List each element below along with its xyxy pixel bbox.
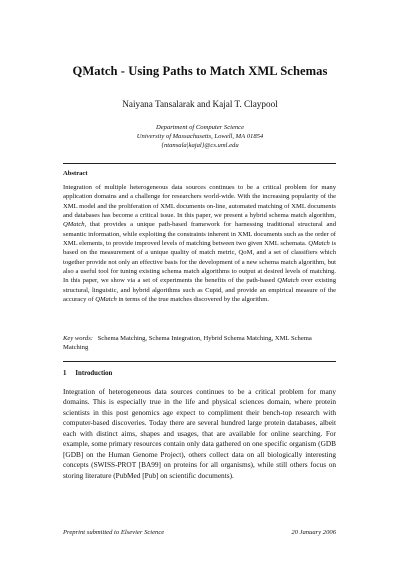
keywords-label: Key words: (63, 335, 93, 342)
qmatch-term: QMatch (277, 277, 299, 285)
section-number: 1 (63, 370, 67, 377)
abstract-text: Integration of multiple heterogeneous data sources continues to be a critical problem for many application domains and a challenge for researchers world-wide. With the increasing popularity of the XML model and the proliferation of XML documents on-line, automated matching of XML documents and databases has become a critical issue. In this paper, we present a hybrid schema match algorithm, (63, 184, 336, 220)
affiliation-university: University of Massachusetts, Lowell, MA 01854 (136, 133, 264, 141)
abstract-text: in terms of the true matches discovered by the algorithm. (116, 296, 269, 304)
abstract-heading: Abstract (63, 170, 88, 177)
abstract-bottom-rule (63, 361, 336, 362)
paper-authors: Naiyana Tansalarak and Kajal T. Claypool (122, 99, 278, 109)
section-title: Introduction (75, 370, 113, 377)
affiliation-block (0, 123, 400, 151)
abstract-top-rule (63, 163, 336, 164)
qmatch-term: QMatch (95, 296, 117, 304)
abstract-text: over existing structural, linguistic, and hybrid algorithms such as Cupid, and provide an empirical measure of the accuracy of (63, 277, 336, 304)
preprint-date: 20 January 2006 (291, 529, 336, 536)
abstract-text: is based on the measurement of a unique quality of match metric, QoM, and a set of classifiers which together provide not only an effective basis for the development of a new schema match algorithm, but also a useful tool for tuning existing schema match algorithms to output at desired levels of matching. In this paper, we show via a set of experiments the benefits of the path-based (63, 240, 337, 285)
abstract-text: , that provides a unique path-based framework for harnessing traditional structural and semantic information, while exploiting the constraints inherent in XML documents such as the order of XML elements, to provide improved levels of matching between two given XML schemata. (63, 221, 336, 248)
paper-title: QMatch - Using Paths to Match XML Schemas (72, 64, 328, 78)
introduction-body: Integration of heterogeneous data sources continues to be a critical problem for many domains. This is especially true in the life and physical sciences domain, where protein scientists in this post genomics age expect to compliment their bench-top research with computer-based discoveries. Today there are several hundred large protein databases, albeit each with distinct aims, shapes and usages, that are available for online searching. For example, some primary resources contain only data gathered on one specific organism (GDB [GDB] on the Human Genome Project), others collect data on all biologically interesting concepts (SWISS-PROT [BA99] on proteins for all organisms), while still others focus on storing literature (PubMed [Pub] on scientific documents). (63, 387, 336, 480)
keywords-block (63, 334, 336, 352)
abstract-body (63, 183, 336, 304)
section-heading (63, 370, 112, 377)
preprint-note: Preprint submitted to Elsevier Science (63, 529, 165, 536)
qmatch-term: QMatch (308, 240, 330, 248)
affiliation-department: Department of Computer Science (155, 124, 245, 131)
affiliation-email: {ntansala|kajal}@cs.uml.edu (161, 142, 239, 150)
keywords-text: Schema Matching, Schema Integration, Hybrid Schema Matching, XML Schema Matching (63, 335, 312, 352)
qmatch-term: QMatch (63, 221, 85, 229)
